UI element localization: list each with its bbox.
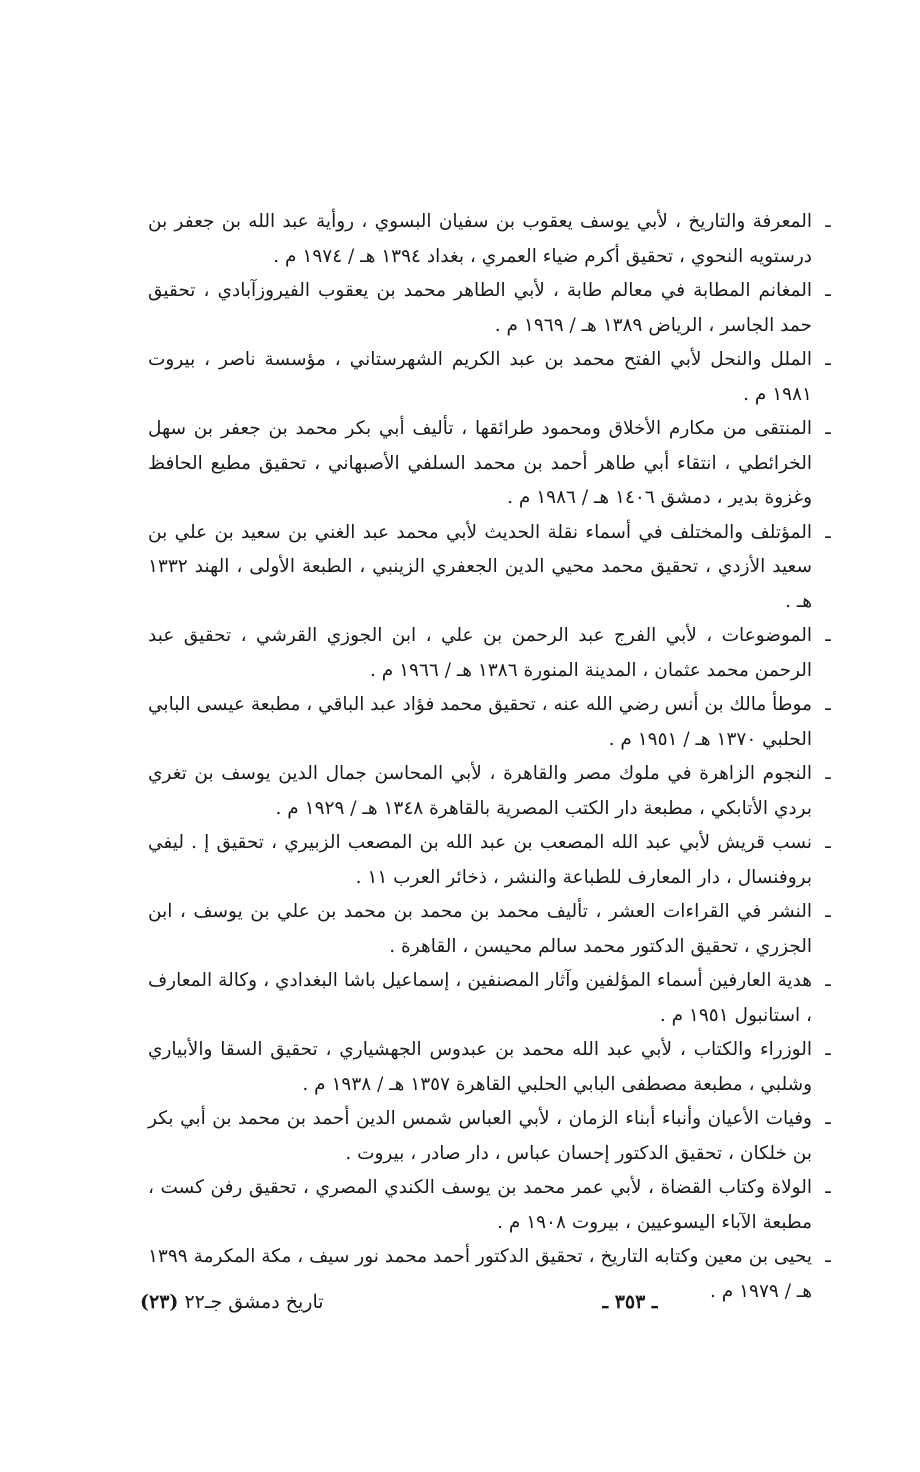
entry-bullet: ـ bbox=[825, 1039, 831, 1060]
entry-bullet: ـ bbox=[825, 832, 831, 853]
entry-text: المعرفة والتاريخ ، لأبي يوسف يعقوب بن سفيان البسوي ، روأية عبد الله بن جعفر بن درستويه النحوي ، تحقيق أكرم ضياء العمري ، بغداد ١٣٩٤ هـ / ١٩٧٤ م . bbox=[148, 211, 812, 267]
page-footer bbox=[140, 1291, 805, 1331]
entry-bullet: ـ bbox=[825, 901, 831, 922]
entry-text: المغانم المطابة في معالم طابة ، لأبي الطاهر محمد بن يعقوب الفيروزآبادي ، تحقيق حمد الجاسر ، الرياض ١٣٨٩ هـ / ١٩٦٩ م . bbox=[148, 280, 812, 336]
entry-text: الملل والنحل لأبي الفتح محمد بن عبد الكريم الشهرستاني ، مؤسسة ناصر ، بيروت ١٩٨١ م . bbox=[148, 349, 812, 405]
bibliography-entry bbox=[148, 757, 838, 826]
entry-bullet: ـ bbox=[825, 418, 831, 439]
bibliography-entry bbox=[148, 412, 838, 516]
entry-bullet: ـ bbox=[825, 694, 831, 715]
bibliography-entry bbox=[148, 343, 838, 412]
bibliography-entry bbox=[148, 1102, 838, 1171]
bibliography-entry bbox=[148, 274, 838, 343]
entry-bullet: ـ bbox=[825, 1108, 831, 1129]
book-title: تاريخ دمشق جـ٢٢ bbox=[184, 1291, 324, 1313]
signature-number: (٢٣) bbox=[140, 1291, 179, 1313]
bibliography-entry bbox=[148, 205, 838, 274]
bibliography-entry bbox=[148, 826, 838, 895]
entry-text: النشر في القراءات العشر ، تأليف محمد بن محمد بن محمد بن علي بن يوسف ، ابن الجزري ، تحقيق الدكتور محمد سالم محيسن ، القاهرة . bbox=[148, 901, 812, 957]
entry-bullet: ـ bbox=[825, 349, 831, 370]
entry-bullet: ـ bbox=[825, 211, 831, 232]
entry-text: الولاة وكتاب القضاة ، لأبي عمر محمد بن يوسف الكندي المصري ، تحقيق رفن كست ، مطبعة الآباء اليسوعيين ، بيروت ١٩٠٨ م . bbox=[148, 1177, 812, 1233]
entry-text: الموضوعات ، لأبي الفرج عبد الرحمن بن علي ، ابن الجوزي القرشي ، تحقيق عبد الرحمن محمد عثمان ، المدينة المنورة ١٣٨٦ هـ / ١٩٦٦ م . bbox=[148, 625, 812, 681]
running-title bbox=[140, 1291, 400, 1313]
entry-text: المؤتلف والمختلف في أسماء نقلة الحديث لأبي محمد عبد الغني بن سعيد بن علي بن سعيد الأزدي ، تحقيق محمد محيي الدين الجعفري الزينبي ، الطبعة الأولى ، الهند ١٣٣٢ هـ . bbox=[148, 521, 812, 612]
entry-text: الوزراء والكتاب ، لأبي عبد الله محمد بن عبدوس الجهشياري ، تحقيق السقا والأبياري وشلبي ، مطبعة مصطفى البابي الحلبي القاهرة ١٣٥٧ هـ / ١٩٣٨ م . bbox=[148, 1039, 812, 1095]
bibliography-list bbox=[148, 205, 838, 1309]
bibliography-entry bbox=[148, 1171, 838, 1240]
entry-text: نسب قريش لأبي عبد الله المصعب بن عبد الله بن المصعب الزبيري ، تحقيق إ . ليفي بروفنسال ، دار المعارف للطباعة والنشر ، ذخائر العرب ١١ . bbox=[148, 832, 812, 888]
bibliography-entry bbox=[148, 688, 838, 757]
entry-bullet: ـ bbox=[825, 970, 831, 991]
entry-bullet: ـ bbox=[825, 1177, 831, 1198]
bibliography-entry bbox=[148, 516, 838, 620]
entry-text: النجوم الزاهرة في ملوك مصر والقاهرة ، لأبي المحاسن جمال الدين يوسف بن تغري بردي الأتابكي ، مطبعة دار الكتب المصرية بالقاهرة ١٣٤٨ هـ / ١٩٢٩ م . bbox=[148, 763, 812, 819]
bibliography-entry bbox=[148, 619, 838, 688]
entry-bullet: ـ bbox=[825, 625, 831, 646]
entry-text: وفيات الأعيان وأنباء أبناء الزمان ، لأبي العباس شمس الدين أحمد بن محمد بن أبي بكر بن خلكان ، تحقيق الدكتور إحسان عباس ، دار صادر ، بيروت . bbox=[148, 1108, 812, 1164]
entry-text: يحيى بن معين وكتابه التاريخ ، تحقيق الدكتور أحمد محمد نور سيف ، مكة المكرمة ١٣٩٩ هـ / ١٩٧٩ م . bbox=[148, 1246, 812, 1302]
bibliography-entry bbox=[148, 964, 838, 1033]
page-number: ـ ٣٥٣ ـ bbox=[602, 1291, 658, 1313]
entry-bullet: ـ bbox=[825, 521, 831, 543]
entry-bullet: ـ bbox=[825, 1246, 831, 1267]
entry-text: المنتقى من مكارم الأخلاق ومحمود طرائقها ، تأليف أبي بكر محمد بن جعفر بن سهل الخرائطي ، انتقاء أبي طاهر أحمد بن محمد السلفي الأصبهاني ، تحقيق مطيع الحافظ وغزوة بدير ، دمشق ١٤٠٦ هـ / ١٩٨٦ م . bbox=[148, 418, 812, 508]
bibliography-entry bbox=[148, 1033, 838, 1102]
bibliography-entry bbox=[148, 895, 838, 964]
entry-bullet: ـ bbox=[825, 763, 831, 784]
entry-text: موطأ مالك بن أنس رضي الله عنه ، تحقيق محمد فؤاد عبد الباقي ، مطبعة عيسى البابي الحلبي ١٣٧٠ هـ / ١٩٥١ م . bbox=[148, 694, 812, 750]
entry-text: هدية العارفين أسماء المؤلفين وآثار المصنفين ، إسماعيل باشا البغدادي ، وكالة المعارف ، استانبول ١٩٥١ م . bbox=[148, 970, 812, 1026]
entry-bullet: ـ bbox=[825, 280, 831, 301]
